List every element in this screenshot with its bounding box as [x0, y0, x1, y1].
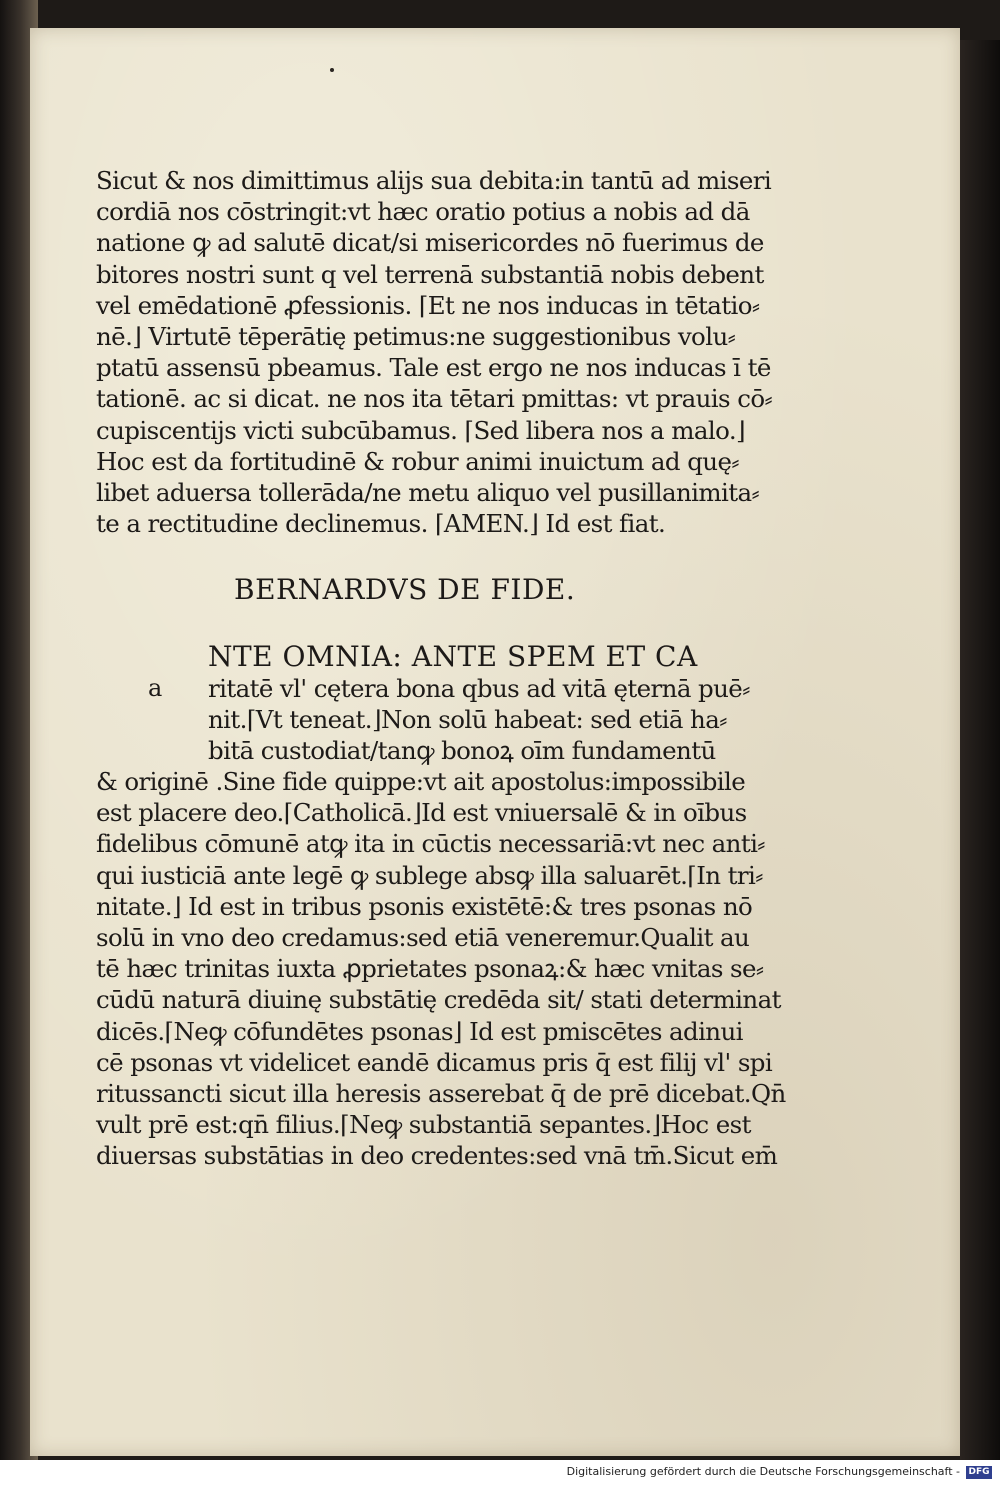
text-line: est placere deo.⌈Catholicā.⌋Id est vniuersalē & in oībus — [96, 798, 747, 828]
opening-capitals: NTE OMNIA: ANTE SPEM ET CA — [208, 640, 698, 673]
funding-notice: Digitalisierung gefördert durch die Deutsche Forschungsgemeinschaft - — [566, 1465, 960, 1478]
text-line: cūdū naturā diuinę substātię credēda sit/ stati determinat — [96, 985, 781, 1015]
text-line: nē.⌋ Virtutē tēperātię petimus:ne suggestionibus volu⸗ — [96, 321, 736, 351]
text-line: te a rectitudine declinemus. ⌈AMEN.⌋ Id est fiat. — [96, 509, 666, 539]
guide-letter-initial: a — [148, 674, 163, 702]
text-line: diuersas substātias in deo credentes:sed vnā tm̄.Sicut em̄ — [96, 1141, 778, 1171]
text-line: vult prē est:qn̄ filius.⌈Neꝙ substantiā sepantes.⌋Hoc est — [96, 1110, 751, 1140]
text-line: fidelibus cōmunē atꝙ ita in cūctis necessariā:vt nec anti⸗ — [96, 829, 765, 859]
section-heading: BERNARDVS DE FIDE. — [234, 573, 576, 606]
ink-speck — [330, 68, 334, 72]
text-block-pater-noster — [96, 165, 876, 539]
text-block-de-fide — [96, 766, 876, 1171]
text-line: & originē .Sine fide quippe:vt ait apostolus:impossibile — [96, 767, 746, 796]
text-line: ritatē vl' cętera bona qbus ad vitā ęternā puē⸗ — [208, 674, 750, 703]
dfg-logo: DFG — [966, 1466, 992, 1479]
text-line: nitate.⌋ Id est in tribus psonis existētē:& tres psonas nō — [96, 891, 753, 921]
text-line: solū in vno deo credamus:sed etiā veneremur.Qualit au — [96, 922, 750, 952]
text-line: cupiscentijs victi subcūbamus. ⌈Sed libera nos a malo.⌋ — [96, 415, 745, 445]
text-line: vel emēdationē ꝓfessionis. ⌈Et ne nos inducas in tētatio⸗ — [96, 290, 760, 320]
text-line: natione ꝙ ad salutē dicat/si misericordes nō fuerimus de — [96, 228, 764, 258]
text-line: libet aduersa tollerāda/ne metu aliquo vel pusillanimita⸗ — [96, 477, 760, 507]
text-line: cordiā nos cōstringit:vt hæc oratio potius a nobis ad dā — [96, 197, 750, 227]
text-line: Sicut & nos dimittimus alijs sua debita:in tantū ad miseri — [96, 166, 772, 195]
text-line: tē hæc trinitas iuxta ꝓprietates psonaꝝ:& hæc vnitas se⸗ — [96, 954, 764, 984]
book-fore-edge — [960, 40, 1000, 1460]
text-line: dicēs.⌈Neꝙ cōfundētes psonas⌋ Id est pmiscētes adinui — [96, 1016, 743, 1046]
text-line: bitores nostri sunt q vel terrenā substantiā nobis debent — [96, 259, 764, 289]
text-line: Hoc est da fortitudinē & robur animi inuictum ad quę⸗ — [96, 446, 739, 476]
text-line: ptatū assensū pbeamus. Tale est ergo ne nos inducas ī tē — [96, 353, 771, 383]
text-line: qui iusticiā ante legē ꝙ sublege absꝙ illa saluarēt.⌈In tri⸗ — [96, 860, 763, 890]
footer-bar — [0, 1461, 1000, 1485]
text-line: tationē. ac si dicat. ne nos ita tētari pmittas: vt prauis cō⸗ — [96, 384, 773, 414]
text-line: ritussancti sicut illa heresis asserebat q̄ de prē dicebat.Qn̄ — [96, 1078, 786, 1108]
text-line: nit.⌈Vt teneat.⌋Non solū habeat: sed etiā ha⸗ — [208, 705, 727, 735]
text-line: cē psonas vt videlicet eandē dicamus pris q̄ est filij vl' spi — [96, 1047, 773, 1077]
text-line: bitā custodiat/tanꝙ bonoꝝ oīm fundamentū — [208, 736, 716, 766]
text-block-indented — [208, 673, 768, 767]
